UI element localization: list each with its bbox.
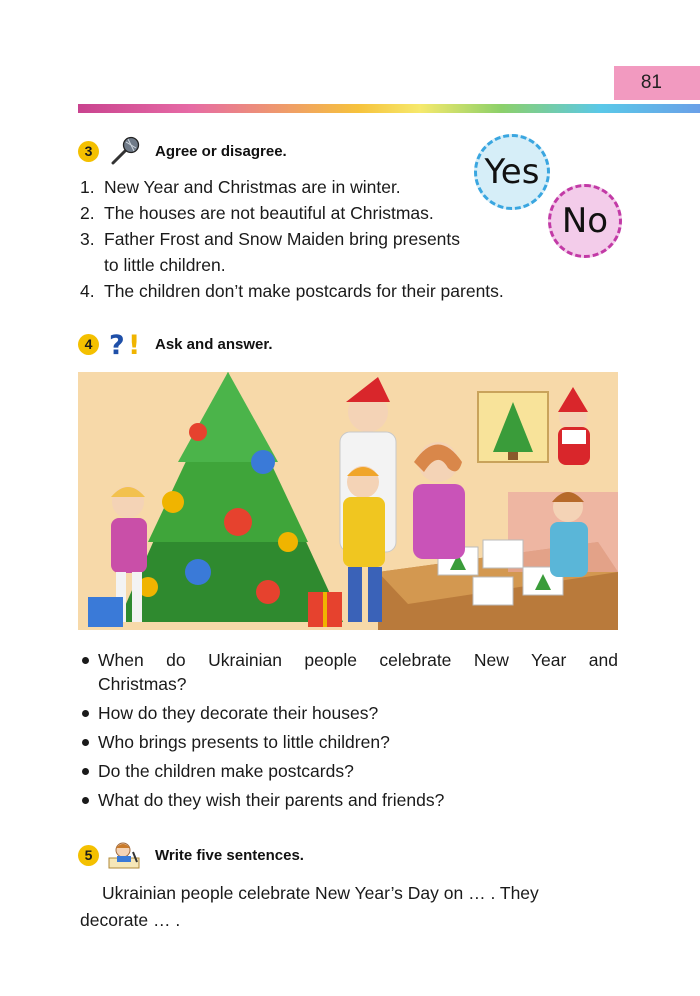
no-stamp — [548, 184, 622, 258]
question-list — [80, 648, 618, 817]
exercise-number-badge: 5 — [78, 845, 99, 866]
statement-item: 2. The houses are not beautiful at Christmas. — [80, 203, 434, 223]
question-item: Do the children make postcards? — [80, 759, 618, 783]
exercise-4-header — [78, 329, 273, 359]
rainbow-divider — [78, 104, 700, 113]
microphone-icon — [107, 136, 143, 166]
question-item: Who brings presents to little children? — [80, 730, 618, 754]
page-number-tab — [614, 66, 700, 100]
no-stamp-label: No — [561, 201, 609, 241]
exercise-instruction: Write five sentences. — [155, 846, 304, 864]
question-exclamation-icon — [107, 329, 143, 359]
exercise-3-header — [78, 136, 287, 166]
exercise-instruction: Agree or disagree. — [155, 142, 287, 160]
exercise-instruction: Ask and answer. — [155, 335, 273, 353]
yes-stamp-label: Yes — [484, 152, 540, 192]
statement-item: 1. New Year and Christmas are in winter. — [80, 177, 401, 197]
christmas-family-illustration — [78, 372, 618, 630]
question-item: What do they wish their parents and friends? — [80, 788, 618, 812]
svg-text:?: ? — [109, 330, 125, 359]
statement-item: 3. Father Frost and Snow Maiden bring presents to little children. — [80, 229, 461, 275]
writing-prompt: Ukrainian people celebrate New Year’s Day on … . They decorate … . — [80, 883, 539, 930]
exercise-number-badge: 4 — [78, 334, 99, 355]
writing-child-icon — [107, 840, 143, 870]
question-item: When do Ukrainian people celebrate New Year and Christmas? — [80, 648, 618, 696]
statement-list — [80, 174, 504, 304]
question-item: How do they decorate their houses? — [80, 701, 618, 725]
exercise-number-badge: 3 — [78, 141, 99, 162]
exercise-5-header — [78, 840, 304, 870]
statement-item: 4. The children don’t make postcards for their parents. — [80, 281, 504, 301]
page-number: 81 — [640, 72, 662, 93]
svg-text:!: ! — [128, 330, 141, 359]
